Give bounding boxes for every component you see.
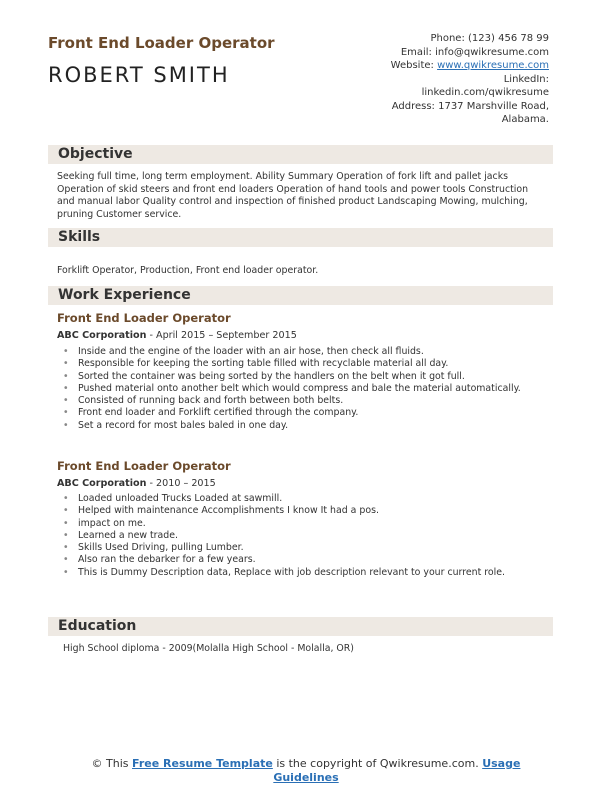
list-item: • Consisted of running back and forth between both belts. <box>57 395 557 407</box>
job-2-title: Front End Loader Operator <box>57 459 231 473</box>
footer-prefix: © This <box>91 757 133 770</box>
email-value[interactable]: info@qwikresume.com <box>435 46 549 58</box>
skills-section-header <box>48 228 553 247</box>
website-link[interactable]: www.qwikresume.com <box>437 60 549 71</box>
website-label: Website: <box>390 60 434 71</box>
list-item: • Learned a new trade. <box>57 530 557 542</box>
contact-phone <box>289 32 549 46</box>
list-item: • Helped with maintenance Accomplishments I know It had a pos. <box>57 505 557 517</box>
list-item: • Front end loader and Forklift certified through the company. <box>57 407 557 419</box>
job-1-company: ABC Corporation <box>57 330 147 341</box>
list-item: • Responsible for keeping the sorting table filled with recyclable material all day. <box>57 358 557 370</box>
footer <box>0 757 612 785</box>
education-section-header <box>48 617 553 636</box>
address-label: Address: <box>391 100 435 112</box>
education-heading: Education <box>58 618 137 634</box>
experience-section-header <box>48 286 553 305</box>
usage-guidelines-link-part-1[interactable]: Usage <box>482 757 521 770</box>
contact-email <box>289 46 549 60</box>
job-title-heading: Front End Loader Operator <box>48 34 275 52</box>
list-item: • Also ran the debarker for a few years. <box>57 554 557 566</box>
list-item: • This is Dummy Description data, Replace with job description relevant to your current role. <box>57 567 557 579</box>
phone-value: (123) 456 78 99 <box>468 33 549 44</box>
job-1-bullets <box>57 346 557 432</box>
list-item: • Sorted the container was being sorted by the handlers on the belt when it got full. <box>57 371 557 383</box>
job-2-company-line <box>57 478 216 489</box>
contact-linkedin-label: LinkedIn: <box>503 73 549 85</box>
address-line-2: Alabama. <box>501 114 549 125</box>
phone-label: Phone: <box>430 33 465 44</box>
email-label: Email: <box>400 46 432 58</box>
objective-section-header <box>48 145 553 164</box>
experience-heading: Work Experience <box>58 287 191 303</box>
list-item: • impact on me. <box>57 518 557 530</box>
list-item: • Pushed material onto another belt which would compress and bale the material automatically. <box>57 383 557 395</box>
list-item: • Loaded unloaded Trucks Loaded at sawmill. <box>57 493 557 505</box>
job-1-title: Front End Loader Operator <box>57 311 231 325</box>
usage-guidelines-link-part-2[interactable]: Guidelines <box>273 771 339 784</box>
footer-middle: is the copyright of Qwikresume.com. <box>272 757 483 770</box>
list-item: • Set a record for most bales baled in one day. <box>57 420 557 432</box>
contact-address <box>289 100 549 114</box>
contact-website <box>289 59 549 73</box>
job-2-dates: - 2010 – 2015 <box>146 478 216 489</box>
free-resume-template-link[interactable]: Free Resume Template <box>132 757 273 770</box>
job-2-bullets <box>57 493 557 579</box>
address-line-1: 1737 Marshville Road, <box>438 100 549 112</box>
education-text: High School diploma - 2009(Molalla High School - Molalla, OR) <box>63 643 354 654</box>
job-2-company: ABC Corporation <box>57 478 147 489</box>
contact-linkedin-value[interactable]: linkedin.com/qwikresume <box>421 87 549 98</box>
skills-text: Forklift Operator, Production, Front end loader operator. <box>57 265 319 276</box>
list-item: • Inside and the engine of the loader with an air hose, then check all fluids. <box>57 346 557 358</box>
contact-block <box>289 32 549 127</box>
list-item: • Skills Used Driving, pulling Lumber. <box>57 542 557 554</box>
objective-heading: Objective <box>58 146 133 162</box>
candidate-name: ROBERT SMITH <box>48 63 230 87</box>
job-1-dates: - April 2015 – September 2015 <box>146 330 297 341</box>
skills-heading: Skills <box>58 229 101 245</box>
job-1-company-line <box>57 330 297 341</box>
objective-text: Seeking full time, long term employment. Ability Summary Operation of fork lift and pallet jacks Operation of skid steers and front end loaders Operation of hand tools and power tools Construction and manual labor Quality control and inspection of finished product Landscaping Mowing, mulching, pruning Customer service. <box>57 171 529 220</box>
